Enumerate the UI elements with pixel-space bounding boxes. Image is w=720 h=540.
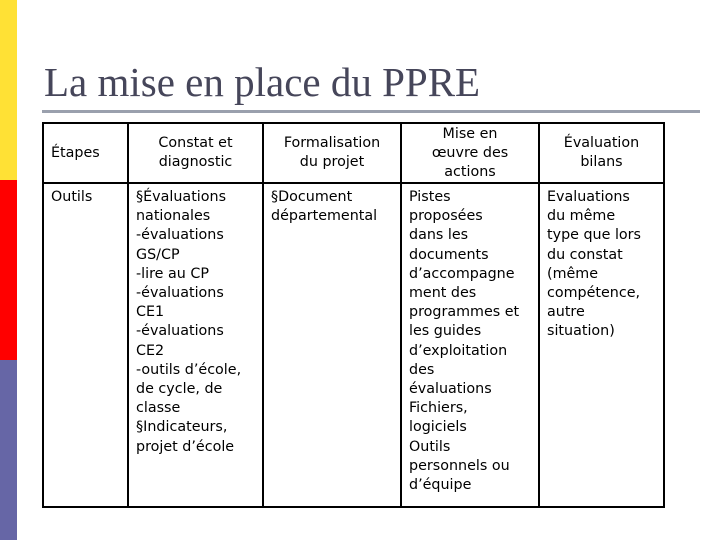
cell-line: classe [136,400,181,417]
cell-line: les guides [409,323,482,340]
cell-line: -évaluations [136,323,224,340]
cell-constat [128,183,263,507]
cell-line: projet d’école [136,438,235,455]
accent-bar-red [0,180,17,360]
cell-line: Fichiers, [409,400,468,417]
table-row-outils [43,183,664,507]
cell-mise-en-oeuvre [401,183,539,507]
cell-line: logiciels [409,419,467,436]
cell-line: Pistes [409,189,451,205]
cell-line: §Évaluations [136,189,227,205]
accent-bar-blue [0,360,17,540]
cell-line: proposées [409,208,483,225]
cell-line: -lire au CP [136,265,209,282]
cell-line: compétence, [547,285,641,302]
cell-line: Outils [409,438,451,455]
cell-line: (même [547,265,599,282]
header-formalisation [263,123,401,183]
cell-evaluation [539,183,664,507]
header-row [43,123,664,183]
cell-line: évaluations [409,381,492,398]
row-label-outils: Outils [43,183,128,507]
cell-line: d’exploitation [409,342,508,359]
ppre-table [42,122,665,508]
cell-line: de cycle, de [136,381,223,398]
slide-title: La mise en place du PPRE [44,59,481,105]
header-line: Constat et [158,135,233,151]
cell-line: §Document [271,189,353,205]
cell-line: du même [547,208,616,225]
cell-line: documents [409,246,489,263]
cell-formalisation [263,183,401,507]
cell-line: personnels ou [409,457,510,474]
accent-bar-yellow [0,0,17,180]
cell-line: type que lors [547,227,642,244]
cell-line: CE2 [136,342,165,359]
cell-line: d’accompagne [409,265,515,282]
header-evaluation [539,123,664,183]
header-line: diagnostic [158,154,233,170]
header-constat [128,123,263,183]
title-underline [42,110,700,113]
header-line: Formalisation [283,135,381,151]
cell-line: départemental [271,208,378,225]
cell-line: GS/CP [136,246,180,263]
header-mise-en-oeuvre [401,123,539,183]
cell-line: nationales [136,208,211,225]
cell-line: ment des [409,285,477,302]
header-line: du projet [299,154,365,170]
cell-line: CE1 [136,304,165,321]
cell-line: d’équipe [409,477,472,494]
cell-line: autre [547,304,585,321]
cell-line: Evaluations [547,189,630,205]
cell-line: -évaluations [136,285,224,302]
header-line: actions [444,163,496,180]
cell-line: des [409,361,435,378]
cell-line: -évaluations [136,227,224,244]
cell-line: programmes et [409,304,520,321]
cell-line: du constat [547,246,623,263]
header-etapes [43,123,128,183]
header-line: bilans [580,154,623,170]
cell-line: situation) [547,323,615,340]
cell-line: -outils d’école, [136,361,242,378]
header-line: Évaluation [563,135,640,151]
cell-line: §Indicateurs, [136,419,228,436]
header-line: Mise en [442,125,498,142]
header-line: Étapes [51,144,100,161]
header-line: œuvre des [431,144,509,161]
cell-line: dans les [409,227,469,244]
